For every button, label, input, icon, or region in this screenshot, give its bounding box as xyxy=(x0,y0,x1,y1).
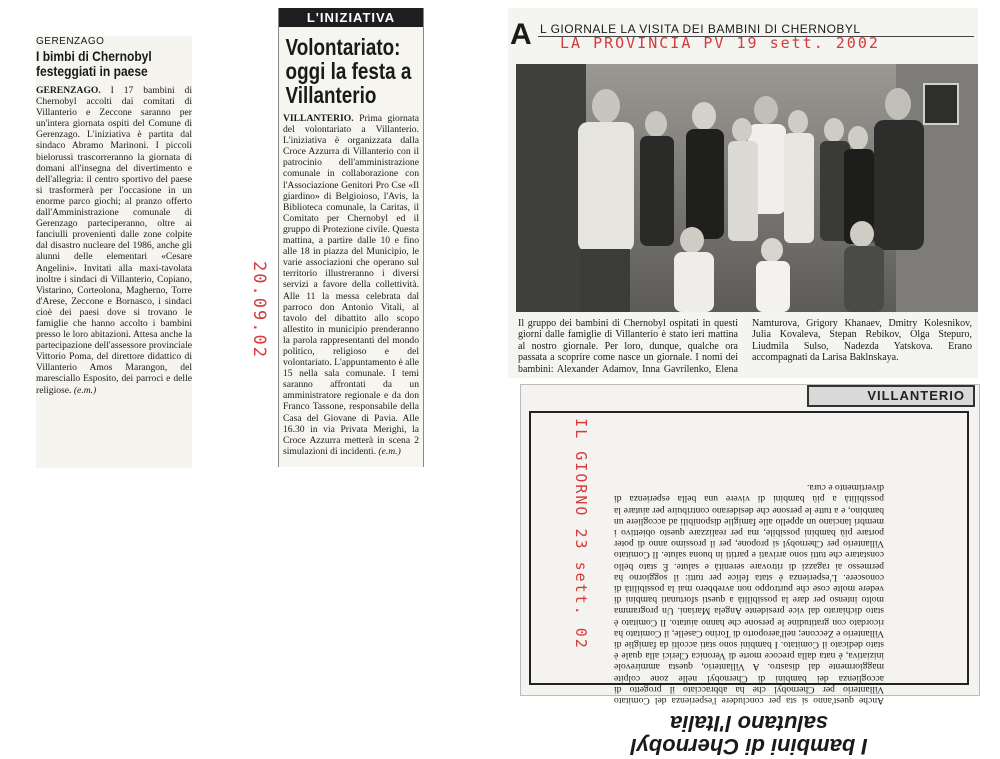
photo-article xyxy=(508,8,978,378)
article-frame xyxy=(529,411,969,759)
article-gerenzago xyxy=(36,36,192,468)
handwritten-note-4: IL GIORNO 23 sett. 02 xyxy=(571,418,590,650)
article-body xyxy=(36,85,192,396)
upside-down-article xyxy=(614,338,884,758)
article-dateline: GERENZAGO. xyxy=(36,85,101,96)
article-volontariato xyxy=(278,8,424,467)
article-headline: Volontariato: oggi la festa a Villanterio xyxy=(285,34,412,108)
article-signature: (e.m.) xyxy=(73,384,97,396)
photo-caption: Il gruppo dei bambini di Chernobyl ospitati in questi giorni dalle famiglie di Villanterio è stato ieri mattina al nostro giornale. Per loro, dunque, qualche ora passata a scoprire come nasce un giornale. I nomi dei bambini: Alexander Adamov, Inna Gavrilenko, Elena Namturova, Grigory Khanaev, Dmitry Kolesnikov, Julia Kovaleva, Stepan Rebikov, Olga Stepuro, Liudmila Sulso, Nadezda Yatskova. Erano accompagnati da Larisa Baklnskaya. xyxy=(518,318,972,375)
article-body xyxy=(279,113,423,457)
article-signature: (e.m.) xyxy=(378,445,401,457)
article-salutano xyxy=(520,384,980,759)
article-body: Anche quest'anno si sta per concludere l'esperienza del Comitato Villanterio per Chernobyl che ha abbracciato il progetto di accoglienza dei bambini di Chernobyl nelle zone colpite maggiormente dal disastro. A Villanterio, questa ammirevole iniziativa, è nata dalla precoce morte di Veronica Clerici alla quale è stato dedicato il Comitato. I bambini sono stati accolti da famiglie di Villanterio e Zeccone; nell'aeroporto di Torino Caselle, il Comitato ha ricordato con gratitudine le persone che hanno aiutato. Il Comitato è stato dichiarato dal vice presidente Angela Mariani. Un programma molto intenso per dare la possibilità a questi sfortunati bambini di vedere molte cose che purtroppo non avrebbero mai la possibilità di conoscere. L'esperienza è stata felice per tutti: il soggiorno ha permesso ai ragazzi di ritrovare serenità e salute. È stato bello constatare che tutti sono arrivati e partiti in buona salute. Il Comitato Villanterio per Chernobyl si propone, per il prossimo anno di poter portare più bambini possibile, ma per realizzare questo obiettivo i membri lanciano un appello alle famiglie disponibili ad accogliere un bambino, e a tutte le persone che desiderano contribuire per aiutare la possibilità a più bambini di vivere una bella esperienza di divertimento e cura. xyxy=(614,482,884,706)
article-text: Prima giornata del volontariato a Villanterio. L'iniziativa è organizzata dalla Croce Azzurra di Villanterio con il patrocinio dell'amministrazione comunale in collaborazione con l'Associazione Genitori Pro Cse «Il giardino» di Belgioioso, l'Avis, la Biblioteca comunale, la Caritas, il Comitato per Chernobyl ed il gruppo di Protezione civile. Questa mattina, a partire dalle 10 e fino alle 18 in piazza del Municipio, le varie associazioni che operano sul territorio illustreranno i diversi servizi a favore della collettività. Alle 11 la messa celebrata dal parroco don Antonio Vitali, al tavolo del dibattito allo scopo allestito in municipio prenderanno la parola rappresentanti del mondo politico, religioso e del volontariato. L'appuntamento è alle 15 nella sala comunale. I temi saranno affrontati da un amministratore regionale e da don Franco Tassone, responsabile della Casa del Giovane di Pavia. Alle 16.30 in via Privata Merighi, la Croce Azzurra metterà in scena 2 simulazioni di incidenti. xyxy=(283,113,419,457)
article-text: I 17 bambini di Chernobyl accolti dai comitati di Villanterio e Zeccone saranno per un'intera giornata ospiti del Comune di Gerenzago. L'iniziativa è partita dal sindaco Abramo Marinoni. I piccoli bielorussi trascorreranno la giornata di domani all'insegna del divertimento e dell'allegria: il centro sportivo del paese si trasformerà per l'occasione in un enorme parco giochi; al pranzo offerto dall'Amministrazione comunale di Gerenzago parteciperanno, oltre ai fanciulli provenienti dalle zone colpite dal disastro nucleare del 1986, anche gli alunni delle elementari «Cesare Angelini». Invitati alla maxi-tavolata inoltre i sindaci di Villanterio, Copiano, Vistarino, Corteolona, Magherno, Torre d'Arese, Zeccone e Bornasco, i sindaci cioè dei paesi dove si trovano le famiglie che hanno accolto i bambini presso le loro abitazioni. Attesa anche la partecipazione dell'assessore provinciale Vittorio Poma, del direttore didattico di Villanterio Amos Marangon, del maresciallo Esposito, dei parroci e delle religiose. xyxy=(36,85,193,396)
group-photo xyxy=(516,64,978,312)
article-dateline: VILLANTERIO. xyxy=(283,113,354,124)
section-tag-label: VILLANTERIO xyxy=(809,387,973,405)
handwritten-note-3: LA PROVINCIA PV 19 sett. 2002 xyxy=(560,34,880,52)
article-kicker: GERENZAGO xyxy=(36,36,105,47)
handwritten-note-2: 20.09.02 xyxy=(248,261,269,359)
group-photo-illustration xyxy=(516,64,978,312)
article-title: L GIORNALE LA VISITA DEI BAMBINI DI CHERNOBYL xyxy=(540,22,861,36)
article-headline: I bambini di Chernobyl salutano l'Italia xyxy=(630,711,868,759)
title-initial: A xyxy=(510,18,532,51)
section-bar: L'INIZIATIVA xyxy=(279,8,423,27)
article-headline: I bimbi di Chernobyl festeggiati in paese xyxy=(36,48,152,79)
